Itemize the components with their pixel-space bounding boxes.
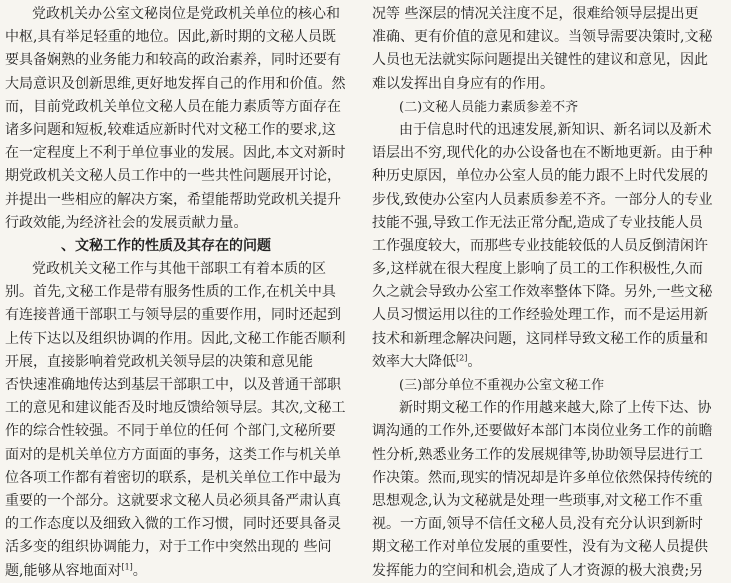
paragraph-line: 行政效能,为经济社会的发展贡献力量。 (5, 214, 248, 231)
paragraph-line: 久之就会导致办公室工作效率整体下降。另外,一些文秘 (372, 284, 713, 301)
paragraph-line: 上传下达以及组织协调的作用。因此,文秘工作能否顺利 (5, 330, 346, 347)
paragraph-line: 难以发挥出自身应有的作用。 (372, 75, 554, 92)
line-text: 。 (467, 353, 482, 370)
line-text: 。 (132, 562, 147, 579)
paragraph-line: 种历史原因，单位办公室人员的能力跟不上时代发展的 (372, 168, 708, 185)
paragraph-line: 中枢,具有举足轻重的地位。因此,新时期的文秘人员既 (5, 29, 336, 46)
paragraph-line: 党政机关办公室文秘岗位是党政机关单位的核心和 (32, 6, 340, 22)
paragraph-line: 诸多问题和短板,较难适应新时代对文秘工作的要求,这 (5, 121, 336, 138)
citation-ref: [2] (456, 353, 468, 363)
paragraph-line: 有连接普通干部职工与领导层的重要作用，同时还起到 (5, 307, 341, 324)
paragraph-line: 况等 些深层的情况关注度不足，很难给领导层提出更 (372, 6, 699, 22)
paragraph-line (5, 560, 357, 583)
paragraph-line: 面对的是机关单位方方面面的事务，这类工作与机关单 (5, 446, 341, 463)
line-text: 题,能够从容地面对 (5, 562, 122, 579)
paragraph-line: 思想观念,认为文秘就是处理一些琐事,对文秘工作不重 (372, 492, 703, 509)
paragraph-line: 期文秘工作对单位发展的重要性，没有为文秘人员提供 (372, 539, 708, 556)
right-column (372, 3, 724, 583)
paragraph-line: 而，目前党政机关单位文秘人员在能力素质等方面存在 (5, 98, 341, 115)
paragraph-line: 技能不强,导致工作无法正常分配,造成了专业技能人员 (372, 214, 703, 231)
paragraph-line: 发挥能力的空间和机会,造成了人才资源的极大浪费;另 (372, 562, 704, 579)
citation-ref: [1] (121, 561, 133, 571)
paragraph-line: 调沟通的工作外,还要做好本部门本岗位业务工作的前瞻 (372, 423, 713, 440)
paragraph-line: 工作强度较大，而那些专业技能较低的人员反倒清闲许 (372, 237, 708, 254)
paragraph-line: 位各项工作都有着密切的联系，是机关单位工作中最为 (5, 469, 341, 486)
paragraph-line: 要具备娴熟的业务能力和较高的政治素养，同时还要有 (5, 52, 341, 69)
paragraph-line: 视。一方面,领导不信任文秘人员,没有充分认识到新时 (372, 516, 703, 533)
section-heading: 、文秘工作的性质及其存在的问题 (61, 237, 271, 254)
paragraph-line: 工的意见和建议能否及时地反馈给领导层。其次,文秘工 (5, 400, 346, 417)
paragraph-line: 大局意识及创新思维,更好地发挥自己的作用和价值。然 (5, 75, 346, 92)
paragraph-line: 人员也无法就实际问题提出关键性的建议和意见，因此 (372, 52, 708, 69)
paragraph-line: 在一定程度上不利于单位事业的发展。因此,本文对新时 (5, 145, 346, 162)
paragraph-line: 活多变的组织协调能力，对于工作中突然出现的 些问 (5, 539, 332, 556)
paragraph-line: 由于信息时代的迅速发展,新知识、新名词以及新术 (399, 121, 712, 138)
paragraph-line: 开展，直接影响着党政机关领导层的决策和意见能 (5, 353, 313, 370)
paragraph-line: 的工作态度以及细致入微的工作习惯，同时还要具备灵 (5, 516, 341, 533)
paragraph-line: 性分析,熟悉业务工作的发展规律等,协助领导层进行工 (372, 446, 703, 463)
paragraph-line: 准确、更有价值的意见和建议。当领导需要决策时,文秘 (372, 29, 713, 46)
left-column (5, 3, 357, 583)
paragraph-line: 别。首先,文秘工作是带有服务性质的工作,在机关中具 (5, 284, 336, 301)
paragraph-line: 步伐,致使办公室内人员素质参差不齐。一部分人的专业 (372, 191, 713, 208)
paragraph-line: 期党政机关文秘人员工作中的一些共性问题展开讨论， (5, 168, 341, 185)
subsection-heading: (三)部分单位不重视办公室文秘工作 (399, 378, 605, 393)
paragraph-line (372, 351, 724, 374)
paragraph-line: 新时期文秘工作的作用越来越大,除了上传下达、协 (399, 400, 712, 417)
paragraph-line: 并提出一些相应的解决方案，希望能帮助党政机关提升 (5, 191, 341, 208)
paragraph-line: 重要的一个部分。这就要求文秘人员必须具备严肃认真 (5, 492, 341, 509)
paragraph-line: 作的综合性较强。不同于单位的任何 个部门,文秘所要 (5, 423, 336, 440)
paragraph-line: 作决策。然而,现实的情况却是许多单位依然保持传统的 (372, 469, 713, 486)
line-text: 效率大大降低 (372, 353, 456, 370)
paragraph-line: 多,这样就在很大程度上影响了员工的工作积极性,久而 (372, 261, 703, 278)
paragraph-line: 否快速准确地传达到基层干部职工中，以及普通干部职 (5, 377, 341, 393)
paragraph-line: 技术和新理念解决问题，这同样导致文秘工作的质量和 (372, 330, 708, 347)
paragraph-line: 党政机关文秘工作与其他干部职工有着本质的区 (32, 261, 326, 278)
paragraph-line: 人员习惯运用以往的工作经验处理工作，而不是运用新 (372, 307, 708, 324)
subsection-heading: (二)文秘人员能力素质参差不齐 (399, 99, 579, 115)
paragraph-line: 语层出不穷,现代化的办公设备也在不断地更新。由于种 (372, 145, 713, 162)
